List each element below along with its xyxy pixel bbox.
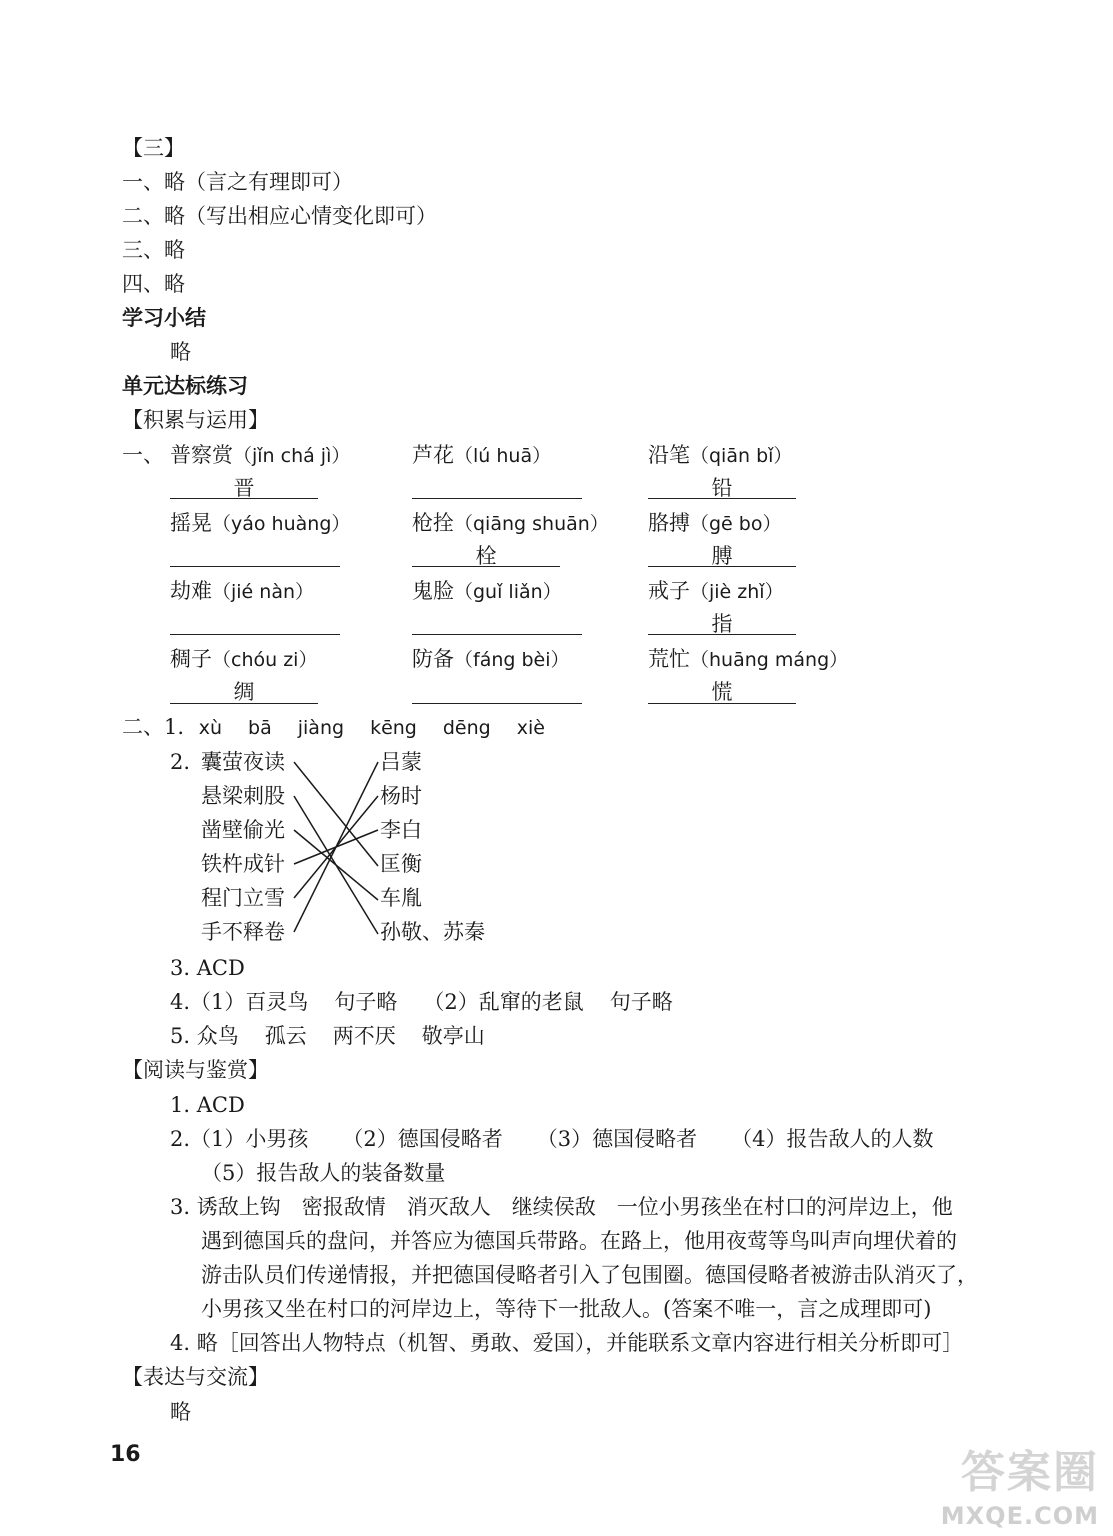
paragraph-line: 小男孩又坐在村口的河岸边上，等待下一批敌人。(答案不唯一，言之成理即可) — [201, 1297, 932, 1321]
answer-part: 4.（1）百灵鸟 — [170, 990, 309, 1014]
answer-line: 三、略 — [122, 238, 185, 262]
person-item: 孙敬、苏秦 — [380, 920, 485, 944]
idiom-item: 手不释卷 — [201, 920, 285, 944]
word-answer: 指 — [711, 612, 733, 636]
watermark-logo — [913, 1436, 1113, 1536]
word-pinyin: （qiān bǐ） — [690, 445, 793, 467]
word-pinyin: （qiāng shuān） — [454, 513, 609, 535]
answer-line: （5）报告敌人的装备数量 — [201, 1161, 446, 1185]
person-item: 车胤 — [380, 886, 422, 910]
idiom-item: 铁杵成针 — [201, 852, 285, 876]
word: 稠子 — [170, 647, 212, 671]
person-item: 吕蒙 — [380, 750, 422, 774]
word-answer: 慌 — [711, 680, 733, 704]
word: 鬼脸 — [412, 579, 454, 603]
pinyin: jiàng — [297, 717, 345, 739]
idiom-item: 程门立雪 — [201, 886, 285, 910]
word-answer: 膊 — [711, 544, 733, 568]
summary-title: 学习小结 — [122, 306, 206, 330]
word-pinyin: （jié nàn） — [212, 581, 315, 603]
word-answer: 栓 — [475, 544, 497, 568]
answer-line: 3. ACD — [170, 956, 245, 980]
word-pinyin: （chóu zi） — [212, 649, 318, 671]
answer-line: 一、略（言之有理即可） — [122, 170, 353, 194]
answer-part: 5. 众鸟 — [170, 1024, 239, 1048]
paragraph-line: 遇到德国兵的盘问，并答应为德国兵带路。在路上，他用夜莺等鸟叫声向埋伏着的 — [201, 1229, 957, 1253]
word-answer: 铅 — [711, 476, 733, 500]
word: 芦花 — [412, 443, 454, 467]
word: 摇晃 — [170, 511, 212, 535]
word-answer: 晋 — [233, 476, 255, 500]
section-header-express: 【表达与交流】 — [122, 1365, 269, 1389]
answer-part: （2）乱窜的老鼠 — [423, 990, 584, 1014]
word: 胳搏 — [648, 511, 690, 535]
match-line — [294, 762, 378, 932]
question-number: 一、 — [122, 443, 164, 467]
word: 戒子 — [648, 579, 690, 603]
pinyin: bā — [248, 717, 272, 739]
answer-part: 2.（1）小男孩 — [170, 1127, 309, 1151]
person-item: 匡衡 — [380, 852, 422, 876]
idiom-item: 凿壁偷光 — [201, 818, 285, 842]
answer-part: （2）德国侵略者 — [342, 1127, 503, 1151]
answer-line: 四、略 — [122, 272, 185, 296]
word: 普察赏 — [170, 443, 233, 467]
answer-line — [170, 1125, 934, 1153]
watermark-text: 答案圈 — [961, 1447, 1099, 1498]
answer-line: 二、略（写出相应心情变化即可） — [122, 204, 437, 228]
question-number: 二、1. — [122, 715, 185, 739]
word: 防备 — [412, 647, 454, 671]
answer-line: 1. ACD — [170, 1093, 245, 1117]
answer-line — [170, 1022, 485, 1050]
idiom-item: 囊萤夜读 — [201, 750, 285, 774]
answer-part: （3）德国侵略者 — [536, 1127, 698, 1151]
express-body: 略 — [170, 1400, 191, 1424]
answer-part: 孤云 — [264, 1024, 307, 1048]
word-pinyin: （yáo huàng） — [212, 513, 351, 535]
word-answer: 绸 — [233, 680, 255, 704]
word-pinyin: （jǐn chá jì） — [233, 445, 351, 467]
answer-part: 句子略 — [334, 990, 398, 1014]
unit-title: 单元达标练习 — [122, 374, 248, 398]
pinyin: kēng — [370, 717, 417, 739]
word: 枪拴 — [412, 511, 454, 535]
section-header-accum: 【积累与运用】 — [122, 408, 269, 432]
word: 劫难 — [170, 579, 212, 603]
watermark-url: MXQE.COM — [940, 1502, 1099, 1530]
word-pinyin: （lú huā） — [454, 445, 552, 467]
person-item: 杨时 — [380, 784, 422, 808]
word-pinyin: （gē bo） — [690, 513, 782, 535]
answer-part: （4）报告敌人的人数 — [731, 1127, 934, 1151]
word-pinyin: （jiè zhǐ） — [690, 581, 784, 603]
answer-part: 敬亭山 — [421, 1024, 485, 1048]
word-pinyin: （huāng máng） — [690, 649, 849, 671]
pinyin: xiè — [516, 717, 545, 739]
word: 荒忙 — [648, 647, 690, 671]
section-header-3: 【三】 — [122, 136, 185, 160]
word: 沿笔 — [648, 443, 690, 467]
answer-part: 两不厌 — [332, 1024, 396, 1048]
answer-part: 句子略 — [609, 990, 673, 1014]
question-number: 2. — [170, 750, 191, 774]
word-pinyin: （guǐ liǎn） — [454, 581, 562, 603]
paragraph-line: 游击队员们传递情报，并把德国侵略者引入了包围圈。德国侵略者被游击队消灭了， — [201, 1263, 978, 1287]
summary-body: 略 — [170, 340, 191, 364]
match-line — [294, 830, 378, 900]
idiom-item: 悬梁刺股 — [201, 784, 285, 808]
person-item: 李白 — [380, 818, 422, 842]
page-number: 16 — [110, 1442, 141, 1467]
pinyin: xù — [198, 717, 223, 739]
pinyin: dēng — [442, 717, 491, 739]
paragraph-line: 3. 诱敌上钩 密报敌情 消灭敌人 继续侯敌 一位小男孩坐在村口的河岸边上，他 — [170, 1195, 953, 1219]
answer-line: 4. 略［回答出人物特点（机智、勇敢、爱国），并能联系文章内容进行相关分析即可］ — [170, 1331, 964, 1355]
section-header-reading: 【阅读与鉴赏】 — [122, 1058, 269, 1082]
word-pinyin: （fáng bèi） — [454, 649, 570, 671]
answer-line — [170, 988, 673, 1016]
match-line — [294, 762, 378, 866]
